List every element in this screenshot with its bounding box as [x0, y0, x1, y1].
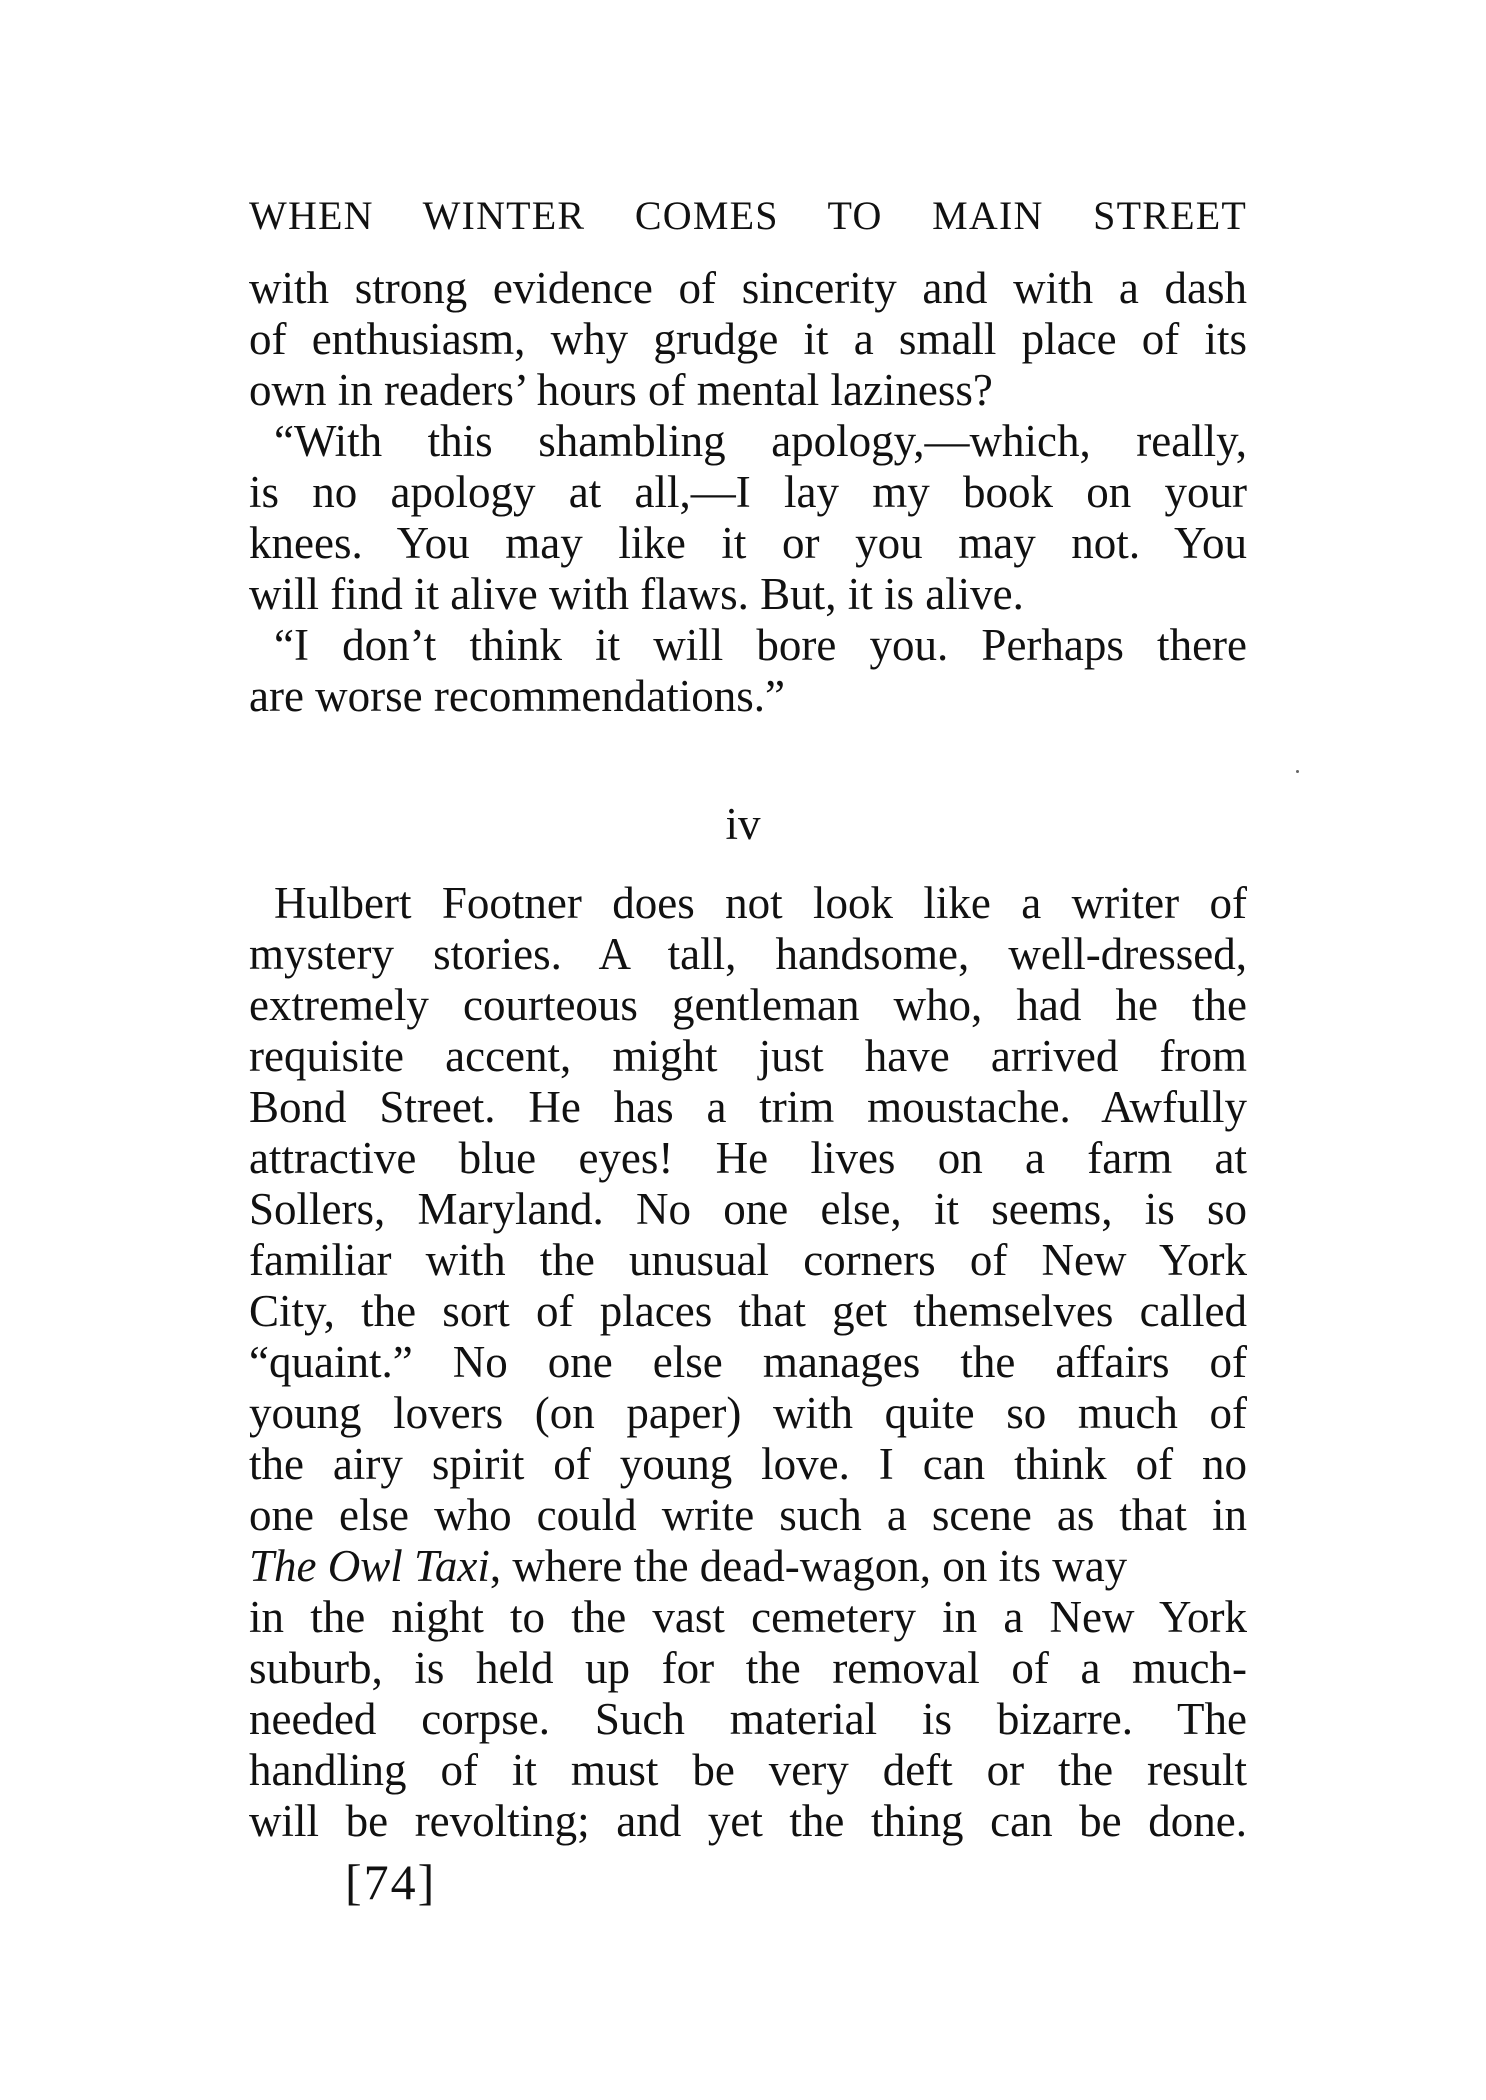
text-line: Hulbert Footner does not look like a writer of	[274, 878, 1247, 928]
text-line: with strong evidence of sincerity and with a dash	[249, 263, 1247, 313]
running-head: WHEN WINTER COMES TO MAIN STREET	[249, 193, 1247, 238]
text-line: “With this shambling apology,—which, really,	[274, 416, 1247, 466]
text-line: requisite accent, might just have arrived from	[249, 1031, 1247, 1081]
text-line: Bond Street. He has a trim moustache. Awfully	[249, 1082, 1247, 1132]
text-line: familiar with the unusual corners of New York	[249, 1235, 1247, 1285]
text-line: is no apology at all,—I lay my book on your	[249, 467, 1247, 517]
section-number: iv	[725, 799, 761, 849]
text-line: City, the sort of places that get themselves called	[249, 1286, 1247, 1336]
page-number: [74]	[345, 1854, 437, 1910]
text-line: own in readers’ hours of mental laziness?	[249, 365, 993, 415]
text-line: will be revolting; and yet the thing can be done.	[249, 1796, 1247, 1846]
text-line: extremely courteous gentleman who, had he the	[249, 980, 1247, 1030]
text-line: one else who could write such a scene as that in	[249, 1490, 1247, 1540]
text-line: “I don’t think it will bore you. Perhaps there	[274, 620, 1247, 670]
text-line: Sollers, Maryland. No one else, it seems, is so	[249, 1184, 1247, 1234]
text-line: needed corpse. Such material is bizarre. The	[249, 1694, 1247, 1744]
text-line: attractive blue eyes! He lives on a farm at	[249, 1133, 1247, 1183]
text-line: the airy spirit of young love. I can think of no	[249, 1439, 1247, 1489]
text-line: suburb, is held up for the removal of a much-	[249, 1643, 1247, 1693]
text-line: knees. You may like it or you may not. You	[249, 518, 1247, 568]
text-line: are worse recommendations.”	[249, 671, 786, 721]
text-line: handling of it must be very deft or the result	[249, 1745, 1247, 1795]
text-line: mystery stories. A tall, handsome, well-dressed,	[249, 929, 1247, 979]
text-line-rest: , where the dead-wagon, on its way	[489, 1541, 1128, 1591]
text-line: of enthusiasm, why grudge it a small place of its	[249, 314, 1247, 364]
text-line: “quaint.” No one else manages the affairs of	[249, 1337, 1247, 1387]
text-line: in the night to the vast cemetery in a New York	[249, 1592, 1247, 1642]
print-speck	[1296, 770, 1299, 773]
book-title: The Owl Taxi	[249, 1541, 490, 1591]
text-line-with-title	[249, 1540, 1247, 1592]
text-line: young lovers (on paper) with quite so much of	[249, 1388, 1247, 1438]
text-line: will find it alive with flaws. But, it is alive.	[249, 569, 1024, 619]
